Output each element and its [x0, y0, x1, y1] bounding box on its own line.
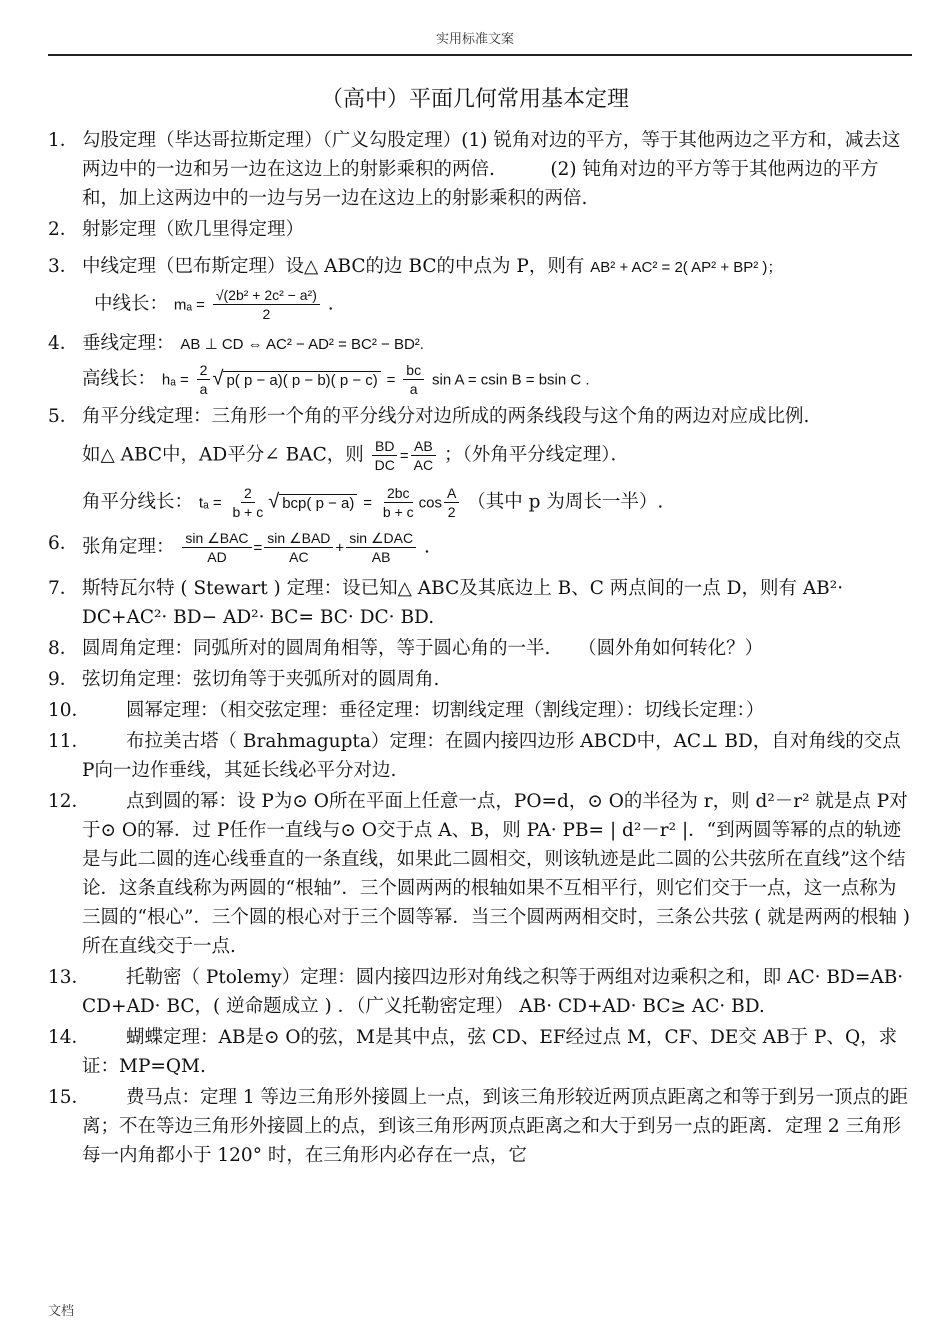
median-formula: AB² + AC² = 2( AP² + BP² )；: [590, 259, 783, 276]
item-text: 托勒密（ Ptolemy）定理：圆内接四边形对角线之积等于两组对边乘积之和，即 AC· BD=AB· CD+AD· BC，( 逆命题成立 ) ．（广义托勒密定理） AB· CD+AD· BC≥ AC· BD.: [82, 967, 904, 1017]
median-lhs: mₐ =: [173, 296, 205, 314]
item-number: 13．: [48, 967, 91, 988]
item-number: 15．: [48, 1087, 91, 1108]
item-number: 4．: [48, 333, 79, 354]
item-number: 8．: [48, 638, 79, 659]
theorem-14: [48, 1023, 913, 1081]
page-header: 实用标准文案: [435, 32, 514, 47]
altitude-fraction-2: $\frac{bc}{a}$: [403, 361, 424, 398]
item-number: 5．: [48, 406, 79, 427]
item-text: 射影定理（欧几里得定理）: [82, 219, 305, 240]
theorem-10: [48, 696, 913, 725]
bisector-length-line: 角平分线长： tₐ = $\frac{2}{b + c}$ √ bcp( p − a) = $\frac{2bc}{b + c}$ cos $\frac{A}{2}$ （其中 p 为周长一半）.: [82, 485, 664, 520]
theorem-15: [48, 1083, 913, 1170]
item-text: 弦切角定理：弦切角等于夹弧所对的圆周角.: [82, 669, 440, 690]
theorem-3: [48, 252, 913, 282]
item-text: 角平分线定理：三角形一个角的平分线分对边所成的两条线段与这个角的两边对应成比例.: [82, 406, 810, 427]
item-text: 张角定理：: [82, 536, 175, 558]
bisector-example: 如△ ABC中，AD平分∠ BAC，则 $\frac{BD}{DC}$ = $\frac{AB}{AC}$ ；（外角平分线定理）．: [82, 438, 629, 473]
theorem-12: [48, 787, 913, 961]
item-number: 12．: [48, 791, 91, 812]
theorem-5: [48, 402, 913, 431]
median-length-label: 中线长：: [94, 293, 169, 315]
item-number: 2．: [48, 219, 79, 240]
median-length-line: 中线长： mₐ = $\frac{\text{√(2b² + 2c² − a²)}}{2}$ .: [94, 287, 334, 322]
item-text: 圆周角定理：同弧所对的圆周角相等，等于圆心角的一半. （圆外角如何转化？）: [82, 638, 764, 659]
page-footer: 文档: [48, 1304, 75, 1319]
theorem-7: [48, 574, 913, 632]
item-text: 圆幂定理：（相交弦定理：垂径定理：切割线定理（割线定理）：切线长定理：）: [126, 700, 765, 721]
item-text: 勾股定理（毕达哥拉斯定理）（广义勾股定理）(1) 锐角对边的平方，等于其他两边之平方和，减去这两边中的一边和另一边在这边上的射影乘积的两倍. (2) 钝角对边的平方等于其他两边的平方和，加上这两边中的一边与另一边在这边上的射影乘积的两倍.: [82, 130, 901, 209]
median-fraction: $\frac{\text{√(2b² + 2c² − a²)}}{2}$: [213, 286, 320, 323]
item-text: 垂线定理：: [82, 333, 175, 354]
item-number: 10．: [48, 700, 91, 721]
bisector-length-label: 角平分线长：: [82, 491, 194, 513]
item-text: 蝴蝶定理：AB是⊙ O的弦，M是其中点，弦 CD、EF经过点 M，CF、DE交 AB于 P、Q，求证：MP=QM.: [82, 1027, 898, 1077]
item-number: 9．: [48, 669, 79, 690]
altitude-line: 高线长： hₐ = $\frac{2}{a}$ √ p( p − a)( p − b)( p − c) = $\frac{bc}{a}$ sin A = csin B = bsin C .: [82, 362, 590, 397]
header-rule: [48, 54, 912, 56]
perpendicular-formula: AB ⊥ CD ⇔ AC² − AD² = BC² − BD².: [180, 336, 424, 353]
theorem-4: [48, 329, 913, 359]
theorem-13: [48, 963, 913, 1021]
document-body: [48, 126, 913, 1172]
theorem-1: [48, 126, 913, 213]
theorem-9: [48, 665, 913, 694]
theorem-8: [48, 634, 913, 663]
item-number: 14．: [48, 1027, 91, 1048]
item-number: 11．: [48, 731, 91, 752]
item-text: 中线定理（巴布斯定理）设△ ABC的边 BC的中点为 P，则有: [82, 256, 585, 277]
item-number: 7．: [48, 578, 79, 599]
theorem-6: 6． 张角定理： $\frac{\text{sin ∠BAC}}{AD}$ = $\frac{\text{sin ∠BAD}}{AC}$ + $\frac{\text{sin ∠DAC}}{AB}$ .: [48, 530, 430, 565]
page-title: （高中）平面几何常用基本定理: [320, 87, 629, 112]
theorem-11: [48, 727, 913, 785]
item-number: 1．: [48, 130, 79, 151]
item-number: 3．: [48, 256, 79, 277]
altitude-fraction: $\frac{2}{a}$: [197, 361, 211, 398]
item-number: 6．: [48, 533, 79, 554]
item-text: 点到圆的幂：设 P为⊙ O所在平面上任意一点，PO=d，⊙ O的半径为 r，则 d²－r² 就是点 P对于⊙ O的幂．过 P任作一直线与⊙ O交于点 A、B，则 PA· PB= | d²－r² |．“到两圆等幂的点的轨迹是与此二圆的连心线垂直的一条直线，如果此二圆相交，则该轨迹是此二圆的公共弦所在直线”这个结论．这条直线称为两圆的“根轴”．三个圆两两的根轴如果不互相平行，则它们交于一点，这一点称为三圆的“根心”．三个圆的根心对于三个圆等幂．当三个圆两两相交时，三条公共弦 ( 就是两两的根轴 ) 所在直线交于一点.: [82, 791, 910, 957]
item-text: 斯特瓦尔特 ( Stewart ) 定理：设已知△ ABC及其底边上 B、C 两点间的一点 D，则有 AB²· DC+AC²· BD− AD²· BC= BC· DC· BD.: [82, 578, 844, 628]
item-text: 费马点：定理 1 等边三角形外接圆上一点，到该三角形较近两顶点距离之和等于到另一顶点的距离；不在等边三角形外接圆上的点，到该三角形两顶点距离之和大于到另一点的距离．定理 2 三角形每一内角都小于 120° 时，在三角形内必存在一点，它: [82, 1087, 909, 1166]
item-text: 布拉美古塔（ Brahmagupta）定理：在圆内接四边形 ABCD中，AC⊥ BD，自对角线的交点 P向一边作垂线，其延长线必平分对边.: [82, 731, 901, 781]
theorem-2: [48, 215, 913, 244]
altitude-label: 高线长：: [82, 368, 157, 390]
